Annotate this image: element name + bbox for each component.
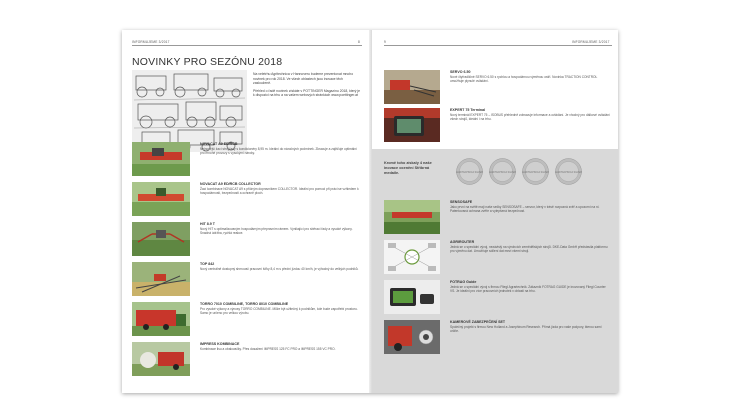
header-rule — [132, 45, 362, 46]
product-photo — [384, 70, 440, 104]
product-photo — [384, 240, 440, 274]
product-photo — [132, 342, 190, 376]
product-name: NOVACAT A9 ED/RCB COLLECTOR — [200, 182, 261, 186]
running-head-right: INFORMUJEME 3/2017 — [572, 40, 610, 44]
product-description: Jedná se o speciální vývoj, nezávislý na výrobcích zemědělských strojů. DKE-Data GmbH představila platformu pro výměnu dat. Umožňuje sdílení dat mezi všemi stroji. — [450, 245, 608, 254]
magazine-spread — [122, 30, 618, 393]
silver-medal-icon — [456, 158, 483, 185]
product-item — [132, 222, 362, 262]
product-item — [132, 182, 362, 222]
product-name: SENSOSAFE — [450, 200, 473, 204]
intro-paragraph: Na veletrhu Agritechnica v Hannoveru budeme prezentovat mnoho novinek pro rok 2018. Ve všech oblastech jsou inovace těch zaslouženě. — [253, 72, 354, 86]
intro-text — [253, 72, 361, 101]
product-photo — [132, 302, 190, 336]
medal-label: AGRITECHNICA SILVER — [555, 171, 582, 174]
tractors-illustration — [132, 70, 247, 152]
page-number-left: 8 — [358, 40, 360, 44]
product-description: Nové čtyřradličné SERVO 6.50 s rychlou a hospodárnou výměnou ostří. Novinka TRACTION CONTROL umožňuje plynulé ovládání. — [450, 75, 598, 84]
product-name: EXPERT 75 Terminal — [450, 108, 486, 112]
left-page — [122, 30, 372, 393]
product-description: Jako první na světě mají naše sečky SENSOSAFE – senzor, který v trávě rozpozná zvěř a upozorní na ni. Patentovaná ochrana zvěře a vylepšená bezpečnost. — [450, 205, 600, 214]
product-description: Nový terminál EXPERT 75 – ISOBUS přehledně zobrazuje informace a ovládání. Je vhodný pro dálkové ovládání všech strojů, ideální i na trhu. — [450, 113, 610, 122]
product-name: TORRO 7010 COMBILINE, TORRO 8010 COMBILINE — [200, 302, 289, 306]
product-photo — [384, 320, 440, 354]
page-number-right: 9 — [384, 40, 386, 44]
product-name: NOVACAT A9 ED/RCB — [200, 142, 238, 146]
product-description: Nový HIT s optimalizovaným hospodárným přepravním rámem. Vynikající pro sběrací řady a vysoké výkony. Snadná údržba, rychlá reakce. — [200, 227, 353, 236]
medal-label: AGRITECHNICA SILVER — [489, 171, 516, 174]
product-photo — [132, 262, 190, 296]
product-photo — [132, 222, 190, 256]
silver-medal-icon — [522, 158, 549, 185]
product-item — [132, 262, 362, 302]
silver-medal-icon — [489, 158, 516, 185]
medal-label: AGRITECHNICA SILVER — [522, 171, 549, 174]
product-description: Pro vysoké výkony a výnosy TORRO COMBILINE. Může být užitečný k podnikům, kde bude zapotřebí prostoru. Samo je určeno pro velkou výrobu. — [200, 307, 358, 316]
product-description: Kombinace lisu a obalovačky. Přes dosažení IMPRESS 125 FC PRO a IMPRESS 155 VC PRO. — [200, 347, 336, 351]
product-item — [132, 302, 362, 342]
header-rule — [384, 45, 612, 46]
product-name: TOP 842 — [200, 262, 215, 266]
medal-label: AGRITECHNICA SILVER — [456, 171, 483, 174]
product-photo — [132, 182, 190, 216]
product-photo — [132, 142, 190, 176]
product-description: Společný projekt s firmou New Holland a Josephinum Research. Přímá jízda pro vaše podpory, kterou sami určíte. — [450, 325, 602, 334]
product-description: Nový centrálně dostupný shrnovač pracovní šířky 8,4 m s přední jízdou 40 km/h, je výhodný do velkých podniků. — [200, 267, 359, 271]
product-description: Žací kombinace NOVACAT A9 s příčným dopravníkem COLLECTOR. Ideální pro pomoci při práci se vzhledem k hospodárnosti, bezpečnosti a ochraně ploch. — [200, 187, 359, 196]
product-photo — [384, 108, 440, 142]
product-photo — [384, 200, 440, 234]
running-head-left: INFORMUJEME 3/2017 — [132, 40, 170, 44]
right-page — [372, 30, 618, 393]
product-item — [132, 342, 362, 382]
product-name: IMPRESS KOMBINACE — [200, 342, 240, 346]
product-name: KAMEROVÉ ZABEZPEČENÍ SET — [450, 320, 506, 324]
page-title: NOVINKY PRO SEZÓNU 2018 — [132, 56, 283, 68]
product-name: HIT 8.9 T — [200, 222, 215, 226]
product-name: FOTRAG Guide — [450, 280, 477, 284]
silver-medal-icon — [555, 158, 582, 185]
medals-caption: Kromě toho získaly 4 naše inovace ocenění Stříbrná medaile. — [384, 161, 432, 175]
product-item — [132, 142, 362, 182]
product-name: AGRIROUTER — [450, 240, 475, 244]
product-photo — [384, 280, 440, 314]
product-description: Jedná se o speciální vývoj s firmou Fliegl Agrartechnik. Zákazník FOTRAG GUIDE je inovovaný Fliegl Counter VS. Je ideální pro více pracovních jednotek v oblasti na trhu. — [450, 285, 606, 294]
intro-paragraph: Přehled o řadě novinek získáte v POTTINGER Magazínu 2018, který je k dispozici na trhu a na vašem webových stránkách www.poettinger.at — [253, 88, 361, 98]
product-description: Nejnovější žací stroj řady s kondicionéry 8,95 m. Ideální do náročných podmínek. Zkracuje a zajišťuje optimální pro mnohé provozy s vysokými nároky. — [200, 147, 357, 156]
product-name: SERVO 6.50 — [450, 70, 471, 74]
